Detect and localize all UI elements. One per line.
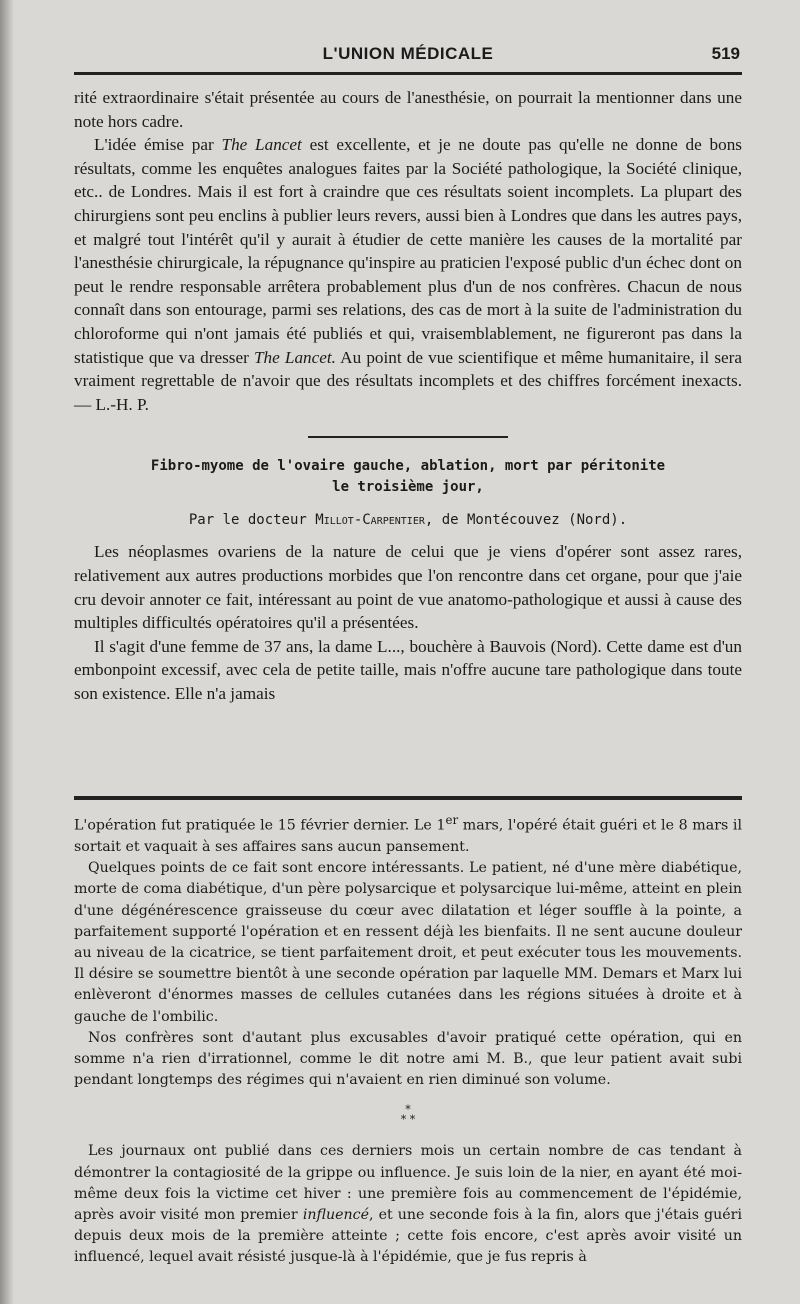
text-run: L'opération fut pratiquée le 15 février dernier. Le 1 (74, 817, 446, 834)
author-name: Millot-Carpentier (315, 512, 425, 529)
superscript: er (445, 813, 459, 827)
article-byline (74, 510, 742, 530)
main-text (74, 86, 742, 705)
text-run: est excellente, et je ne doute pas qu'elle ne donne de bons résultats, comme les enquêtes analogues faites par la Société pathologique, la Société clinique, etc.. de Londres. Mais il est fort à craindre que ces résultats soient incomplets. La plupart des chirurgiens sont peu enclins à publier leurs revers, aussi bien à Londres que dans les autres pays, et malgré tout l'intérêt qu'il y aurait à étudier de cette manière les causes de la mortalité par l'anesthésie chirurgicale, la répugnance qu'inspire au praticien l'exposé public d'un échec dont on peut le rendre responsable arrêtera probablement plus d'un de nos confrères. Chacun de nous connaît dans son entourage, parmi ses relations, des cas de mort à la suite de l'administration du chloroforme qui n'ont jamais été publiés et qui, vraisemblablement, ne figureront pas dans la statistique que va dresser (74, 135, 742, 367)
article-title-line: Fibro-myome de l'ovaire gauche, ablation, mort par péritonite (150, 458, 666, 475)
journal-name: The Lancet (221, 135, 302, 155)
running-title: L'UNION MÉDICALE (322, 44, 494, 63)
article-title-line: le troisième jour, (332, 479, 484, 496)
note-paragraph: Nos confrères sont d'autant plus excusables d'avoir pratiqué cette opération, qui en somme n'a rien d'irrationnel, comme le dit notre ami M. B., que leur patient avait subi pendant longtemps des régimes qui n'avaient en rien diminué son volume. (74, 1029, 742, 1089)
notes-rule (74, 796, 742, 800)
text-run: Les journaux ont publié dans ces derniers mois un certain nombre de cas tendant à démontrer la contagiosité de la grippe ou influence. Je suis loin de la nier, en ayant été moi-même deux fois la victime cet hiver : une première fois au commencement de l'épidémie, après avoir visité mon premier (74, 1143, 742, 1223)
asterism-bottom: * * (400, 1113, 416, 1127)
paragraph (74, 133, 742, 416)
section-divider (308, 436, 508, 438)
page-header (74, 44, 742, 68)
paragraph: Il s'agit d'une femme de 37 ans, la dame L..., bouchère à Bauvois (Nord). Cette dame est d'un embonpoint excessif, avec cela de petite taille, mais n'offre aucune tare pathologique dans toute son existence. Elle n'a jamais (74, 636, 742, 703)
note-paragraph (74, 810, 742, 858)
asterism (74, 1105, 742, 1125)
text-run: , et une seconde fois à la fin, alors que j'étais guéri depuis deux mois de la première atteinte ; cette fois encore, c'est après avoir visité un influencé, lequel avait résisté jusque-là à l'épidémie, que je fus repris à (74, 1206, 742, 1266)
byline-location: , de Montécouvez (Nord). (424, 512, 628, 529)
note-paragraph: Quelques points de ce fait sont encore intéressants. Le patient, né d'une mère diabétique, morte de coma diabétique, d'un père polysarcique et polysarcique lui-même, atteint en plein d'une dégénérescence graisseuse du cœur avec dilatation et léger souffle à la pointe, a parfaitement supporté l'opération et en ressent déjà les bienfaits. Il ne sent aucune douleur au niveau de la cicatrice, se tient parfaitement droit, et peut exécuter tous les mouvements. Il désire se soumettre bientôt à une seconde opération par laquelle MM. Demars et Marx lui enlèveront d'énormes masses de cellules cutanées dans les régions situées à droite et à gauche de l'ombilic. (74, 860, 742, 1025)
text-run: Au point de vue scientifique et même humanitaire, il sera vraiment regrettable de n'avoir que des résultats incomplets et des chiffres forcément inexacts. — L.-H. P. (74, 347, 742, 414)
header-rule (74, 72, 742, 75)
byline-prefix: Par le docteur (188, 512, 316, 529)
page-number: 519 (711, 44, 740, 63)
italic-term: influencé (302, 1206, 369, 1223)
asterism-top: * (405, 1103, 411, 1117)
journal-name: The Lancet. (253, 347, 336, 367)
paragraph: Les néoplasmes ovariens de la nature de celui que je viens d'opérer sont assez rares, relativement aux autres productions morbides que l'on rencontre dans cet organe, pour que j'aie cru devoir annoter ce fait, intéressant au point de vue anatomo-pathologique et aussi à cause des multiples difficultés opératoires qu'il a présentées. (74, 542, 742, 633)
paragraph: rité extraordinaire s'était présentée au cours de l'anesthésie, on pourrait la mentionner dans une note hors cadre. (74, 88, 742, 131)
notes-section (74, 810, 742, 1269)
article-title (74, 456, 742, 498)
text-run: mars, l'opéré était guéri et le 8 mars il sortait et vaquait à ses affaires sans aucun pansement. (74, 817, 743, 855)
note-paragraph (74, 1141, 742, 1268)
text-run: L'idée émise par (94, 135, 222, 155)
